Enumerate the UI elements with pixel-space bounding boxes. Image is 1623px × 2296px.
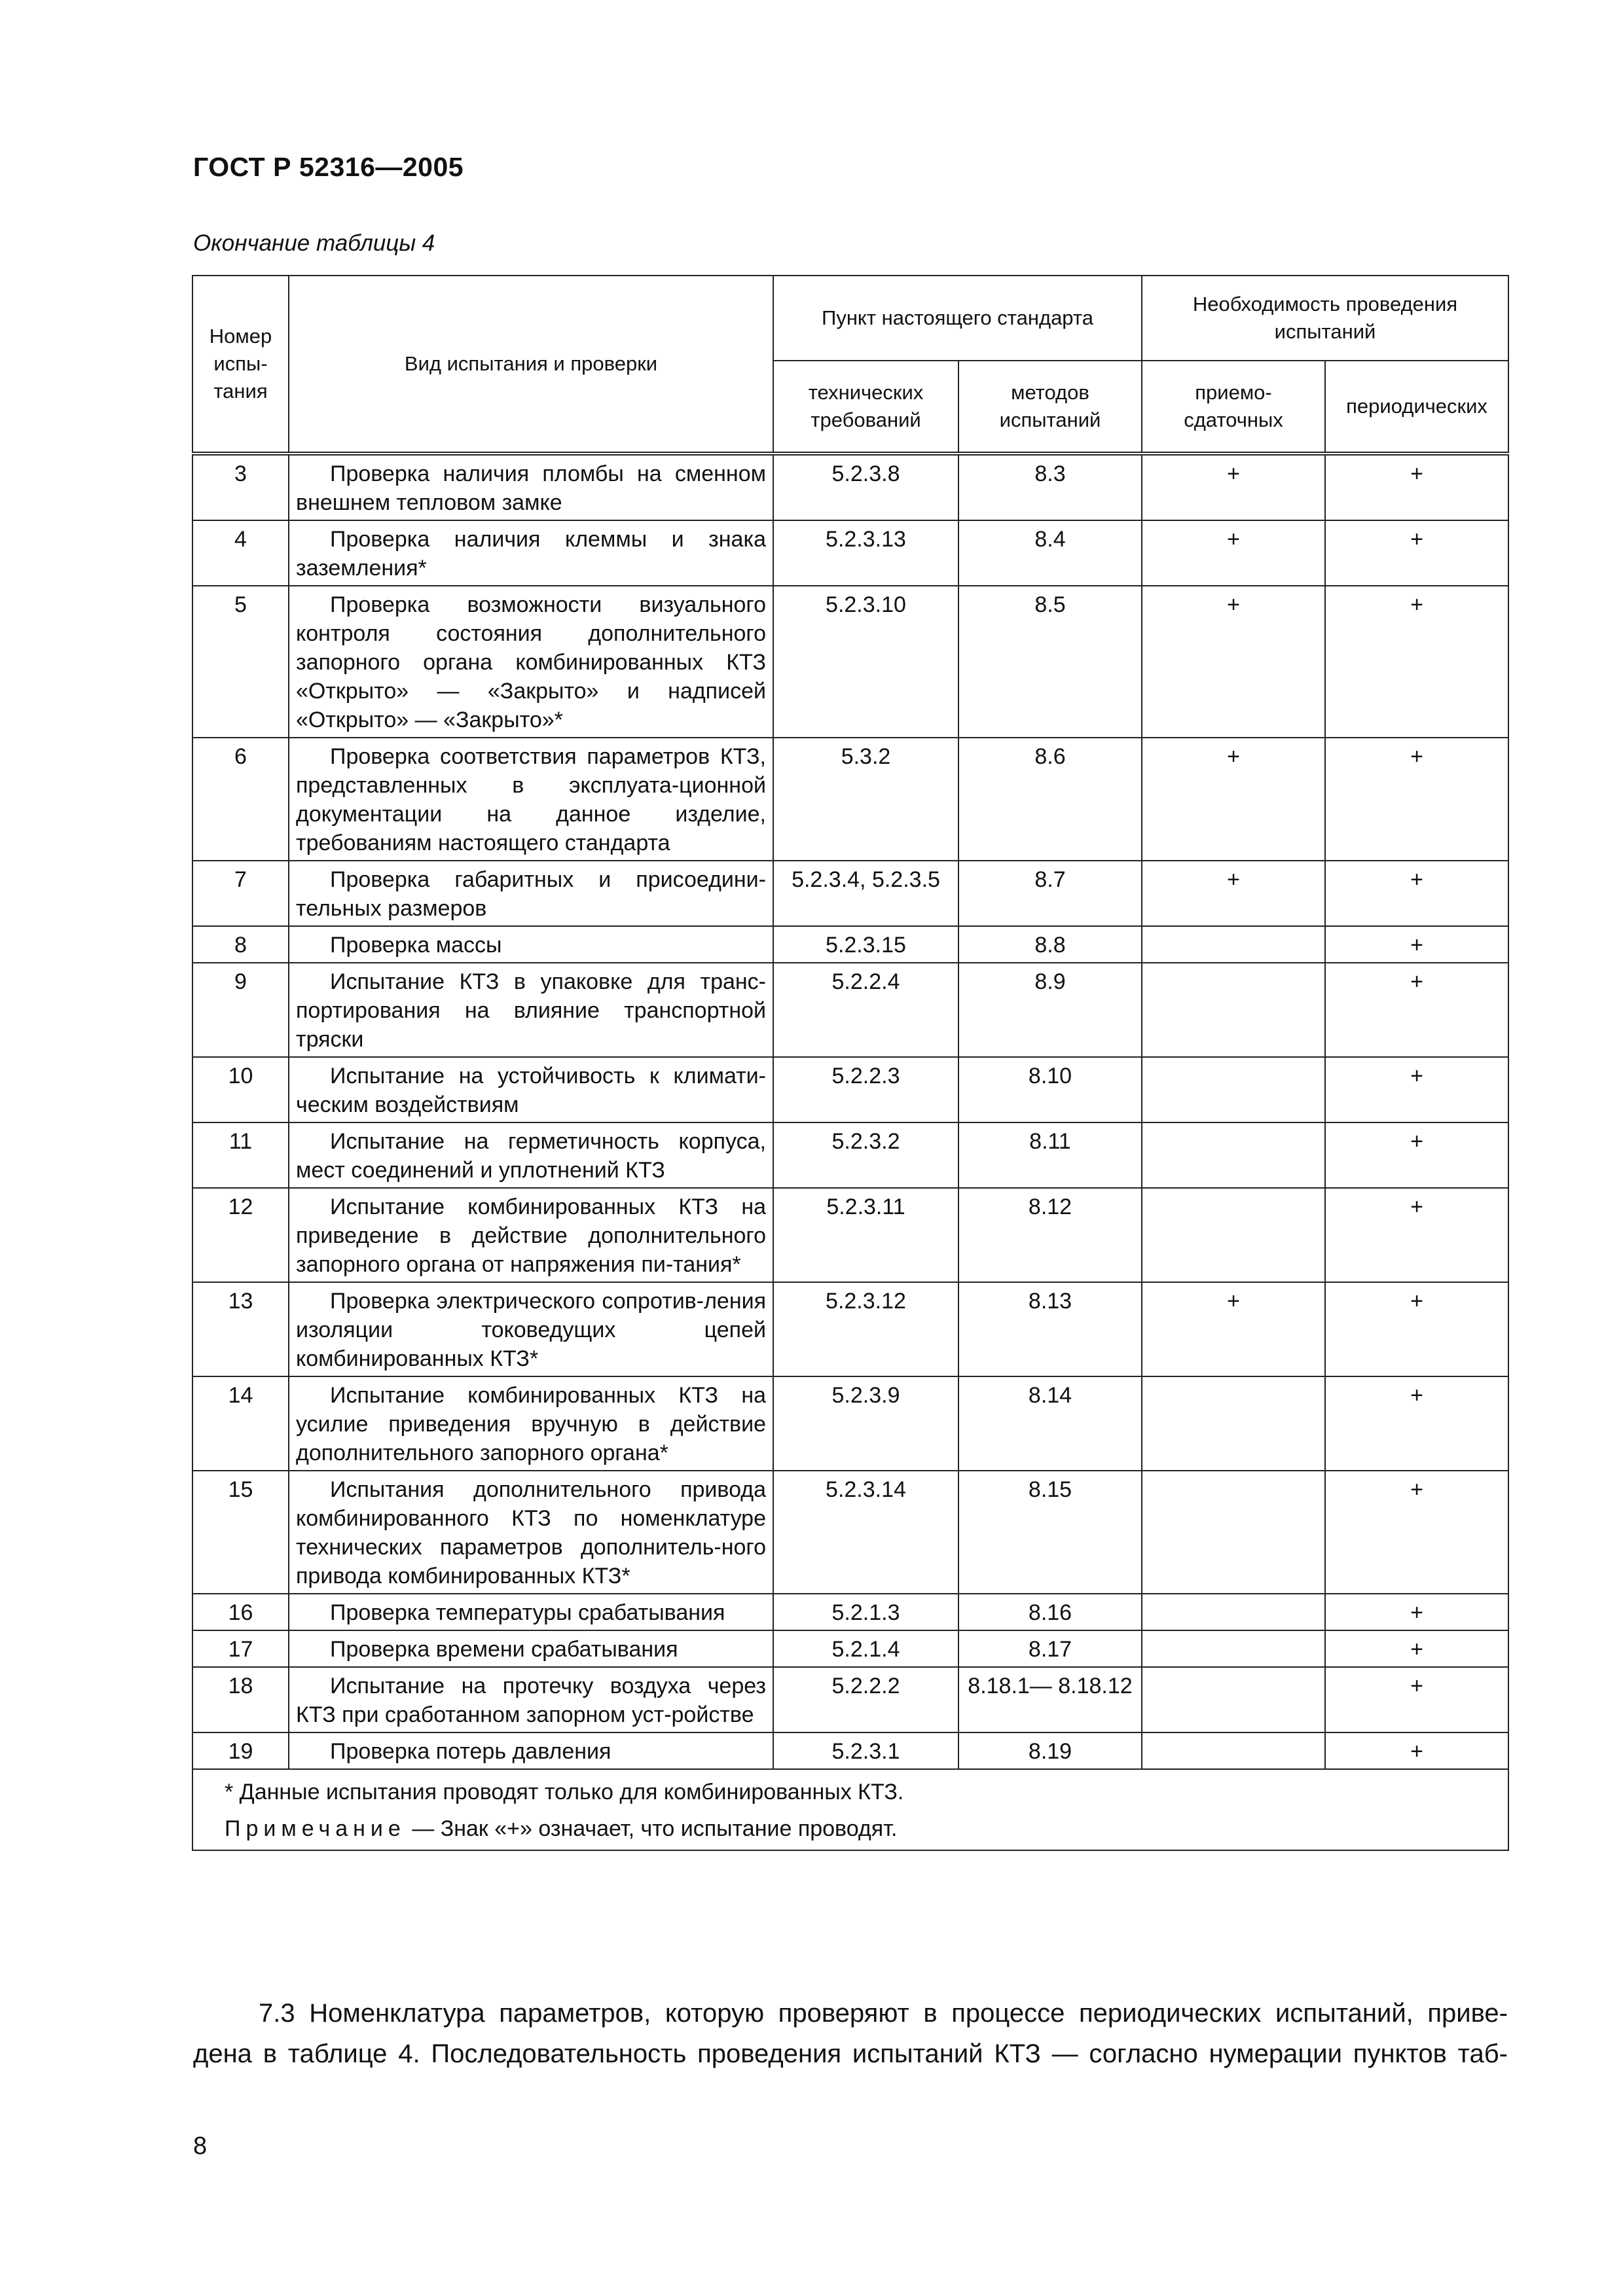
periodic-cell: + [1325, 1471, 1508, 1594]
test-description-cell: Проверка наличия пломбы на сменном внешнем тепловом замке [289, 454, 773, 520]
test-description-cell: Проверка времени срабатывания [289, 1630, 773, 1667]
table-row [192, 1594, 1508, 1630]
test-number-cell: 10 [192, 1057, 289, 1122]
test-method-cell: 8.15 [958, 1471, 1142, 1594]
test-description-cell: Испытание комбинированных КТЗ на приведение в действие дополнительного запорного органа от напряжения пи-тания* [289, 1188, 773, 1282]
test-number-cell: 7 [192, 861, 289, 926]
test-number-cell: 9 [192, 963, 289, 1057]
table-row [192, 738, 1508, 861]
test-method-cell: 8.12 [958, 1188, 1142, 1282]
test-method-cell: 8.13 [958, 1282, 1142, 1376]
table-note [225, 1810, 1501, 1847]
test-description-cell: Испытание на герметичность корпуса, мест соединений и уплотнений КТЗ [289, 1122, 773, 1188]
paragraph-line-1-text: 7.3 Номенклатура параметров, которую проверяют в процессе периодических испытаний, приве- [259, 1999, 1508, 2028]
acceptance-cell [1142, 1667, 1325, 1732]
tech-requirements-cell: 5.2.1.4 [773, 1630, 958, 1667]
tech-requirements-cell: 5.3.2 [773, 738, 958, 861]
tech-requirements-cell: 5.2.3.9 [773, 1376, 958, 1471]
periodic-cell: + [1325, 1122, 1508, 1188]
test-method-cell: 8.14 [958, 1376, 1142, 1471]
periodic-cell: + [1325, 586, 1508, 738]
periodic-cell: + [1325, 1594, 1508, 1630]
test-method-cell: 8.11 [958, 1122, 1142, 1188]
header-acceptance: приемо-сдаточных [1142, 361, 1325, 454]
tech-requirements-cell: 5.2.1.3 [773, 1594, 958, 1630]
tech-requirements-cell: 5.2.2.3 [773, 1057, 958, 1122]
periodic-cell: + [1325, 454, 1508, 520]
test-number-cell: 18 [192, 1667, 289, 1732]
table-row [192, 1376, 1508, 1471]
acceptance-cell [1142, 1471, 1325, 1594]
test-description-cell: Испытания дополнительного привода комбинированного КТЗ по номенклатуре технических параметров дополнитель-ного привода комбинированных КТЗ* [289, 1471, 773, 1594]
test-number-cell: 12 [192, 1188, 289, 1282]
table-row [192, 1188, 1508, 1282]
acceptance-cell [1142, 926, 1325, 963]
test-number-cell: 17 [192, 1630, 289, 1667]
header-test-methods: методов испытаний [958, 361, 1142, 454]
test-description-cell: Проверка габаритных и присоедини-тельных размеров [289, 861, 773, 926]
test-description-cell: Испытание КТЗ в упаковке для транс-портирования на влияние транспортной тряски [289, 963, 773, 1057]
test-number-cell: 19 [192, 1732, 289, 1769]
acceptance-cell [1142, 1594, 1325, 1630]
test-description-cell: Проверка температуры срабатывания [289, 1594, 773, 1630]
tests-table [192, 275, 1509, 1851]
test-description-cell: Испытание на устойчивость к климати-ческим воздействиям [289, 1057, 773, 1122]
table-caption: Окончание таблицы 4 [193, 230, 435, 256]
periodic-cell: + [1325, 1732, 1508, 1769]
periodic-cell: + [1325, 1376, 1508, 1471]
test-number-cell: 8 [192, 926, 289, 963]
test-method-cell: 8.5 [958, 586, 1142, 738]
test-method-cell: 8.18.1— 8.18.12 [958, 1667, 1142, 1732]
test-description-cell: Испытание на протечку воздуха через КТЗ при сработанном запорном уст-ройстве [289, 1667, 773, 1732]
acceptance-cell: + [1142, 738, 1325, 861]
test-number-cell: 15 [192, 1471, 289, 1594]
periodic-cell: + [1325, 963, 1508, 1057]
paragraph-line-1 [193, 1993, 1508, 2034]
tech-requirements-cell: 5.2.3.14 [773, 1471, 958, 1594]
test-description-cell: Испытание комбинированных КТЗ на усилие приведения вручную в действие дополнительного запорного органа* [289, 1376, 773, 1471]
tech-requirements-cell: 5.2.3.13 [773, 520, 958, 586]
test-method-cell: 8.8 [958, 926, 1142, 963]
periodic-cell: + [1325, 520, 1508, 586]
table-row [192, 454, 1508, 520]
tech-requirements-cell: 5.2.3.8 [773, 454, 958, 520]
test-description-cell: Проверка наличия клеммы и знака заземления* [289, 520, 773, 586]
periodic-cell: + [1325, 861, 1508, 926]
table-row [192, 586, 1508, 738]
header-number: Номер испы-тания [192, 276, 289, 454]
acceptance-cell: + [1142, 861, 1325, 926]
header-clause: Пункт настоящего стандарта [773, 276, 1142, 361]
tech-requirements-cell: 5.2.3.1 [773, 1732, 958, 1769]
acceptance-cell [1142, 1376, 1325, 1471]
test-description-cell: Проверка потерь давления [289, 1732, 773, 1769]
test-number-cell: 3 [192, 454, 289, 520]
table-row [192, 926, 1508, 963]
table-row [192, 963, 1508, 1057]
table-row [192, 861, 1508, 926]
periodic-cell: + [1325, 1188, 1508, 1282]
acceptance-cell [1142, 1122, 1325, 1188]
test-method-cell: 8.6 [958, 738, 1142, 861]
footnote: * Данные испытания проводят только для комбинированных КТЗ. [225, 1780, 904, 1804]
tech-requirements-cell: 5.2.3.12 [773, 1282, 958, 1376]
acceptance-cell [1142, 963, 1325, 1057]
periodic-cell: + [1325, 1057, 1508, 1122]
test-description-cell: Проверка массы [289, 926, 773, 963]
table-row [192, 1732, 1508, 1769]
acceptance-cell [1142, 1732, 1325, 1769]
test-number-cell: 11 [192, 1122, 289, 1188]
header-periodic: периодических [1325, 361, 1508, 454]
table-row [192, 1471, 1508, 1594]
table-row [192, 520, 1508, 586]
table-row [192, 1282, 1508, 1376]
acceptance-cell: + [1142, 454, 1325, 520]
test-method-cell: 8.16 [958, 1594, 1142, 1630]
acceptance-cell: + [1142, 520, 1325, 586]
note-text: — Знак «+» означает, что испытание проводят. [405, 1816, 898, 1841]
tech-requirements-cell: 5.2.3.2 [773, 1122, 958, 1188]
acceptance-cell [1142, 1188, 1325, 1282]
test-number-cell: 6 [192, 738, 289, 861]
table-row [192, 1630, 1508, 1667]
page-number: 8 [193, 2132, 208, 2160]
tech-requirements-cell: 5.2.2.4 [773, 963, 958, 1057]
test-method-cell: 8.4 [958, 520, 1142, 586]
test-number-cell: 5 [192, 586, 289, 738]
test-number-cell: 16 [192, 1594, 289, 1630]
tech-requirements-cell: 5.2.3.4, 5.2.3.5 [773, 861, 958, 926]
tech-requirements-cell: 5.2.3.10 [773, 586, 958, 738]
acceptance-cell [1142, 1630, 1325, 1667]
test-method-cell: 8.9 [958, 963, 1142, 1057]
test-number-cell: 13 [192, 1282, 289, 1376]
periodic-cell: + [1325, 1282, 1508, 1376]
tech-requirements-cell: 5.2.3.15 [773, 926, 958, 963]
header-tech-requirements: технических требований [773, 361, 958, 454]
test-description-cell: Проверка возможности визуального контроля состояния дополнительного запорного органа комбинированных КТЗ «Открыто» — «Закрыто» и надписей «Открыто» — «Закрыто»* [289, 586, 773, 738]
test-number-cell: 4 [192, 520, 289, 586]
header-row-1 [192, 276, 1508, 361]
test-method-cell: 8.3 [958, 454, 1142, 520]
test-method-cell: 8.19 [958, 1732, 1142, 1769]
tech-requirements-cell: 5.2.3.11 [773, 1188, 958, 1282]
periodic-cell: + [1325, 1630, 1508, 1667]
paragraph-7-3 [193, 1993, 1508, 2074]
table-footer [192, 1769, 1508, 1850]
note-label: Примечание [225, 1816, 406, 1841]
header-necessity: Необходимость проведения испытаний [1142, 276, 1508, 361]
table-row [192, 1057, 1508, 1122]
acceptance-cell: + [1142, 1282, 1325, 1376]
test-description-cell: Проверка соответствия параметров КТЗ, представленных в эксплуата-ционной документации на данное изделие, требованиям настоящего стандарта [289, 738, 773, 861]
header-test-type: Вид испытания и проверки [289, 276, 773, 454]
periodic-cell: + [1325, 738, 1508, 861]
table-row [192, 1122, 1508, 1188]
acceptance-cell: + [1142, 586, 1325, 738]
test-method-cell: 8.10 [958, 1057, 1142, 1122]
test-number-cell: 14 [192, 1376, 289, 1471]
test-description-cell: Проверка электрического сопротив-ления изоляции токоведущих цепей комбинированных КТЗ* [289, 1282, 773, 1376]
periodic-cell: + [1325, 926, 1508, 963]
test-method-cell: 8.17 [958, 1630, 1142, 1667]
acceptance-cell [1142, 1057, 1325, 1122]
tech-requirements-cell: 5.2.2.2 [773, 1667, 958, 1732]
periodic-cell: + [1325, 1667, 1508, 1732]
test-method-cell: 8.7 [958, 861, 1142, 926]
paragraph-line-2: дена в таблице 4. Последовательность проведения испытаний КТЗ — согласно нумерации пунктов таб- [193, 2039, 1508, 2068]
table-row [192, 1667, 1508, 1732]
document-header: ГОСТ Р 52316—2005 [193, 152, 464, 182]
